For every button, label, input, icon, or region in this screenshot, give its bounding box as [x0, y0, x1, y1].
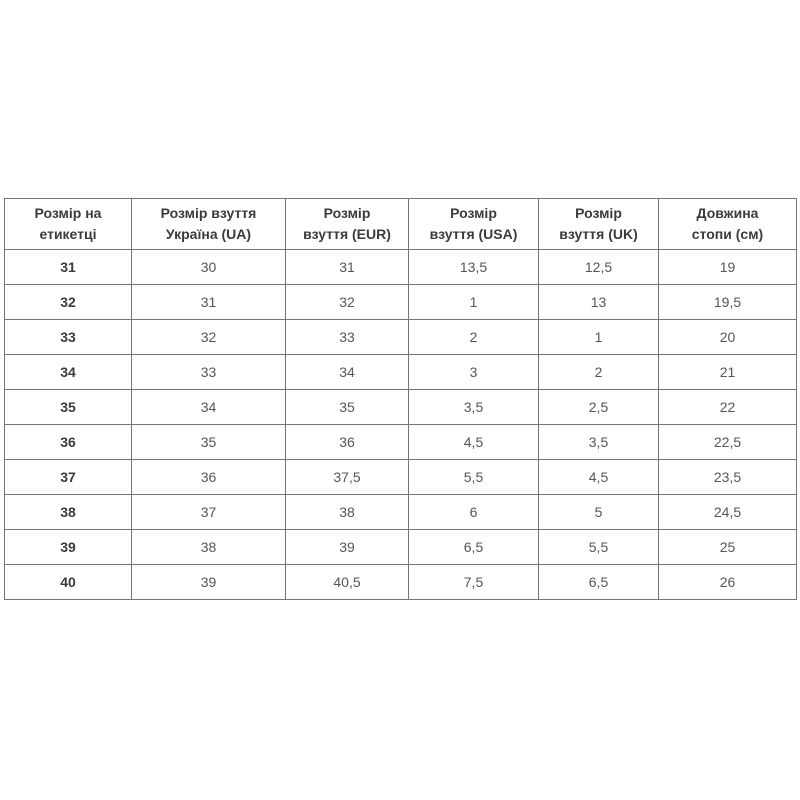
table-cell: 5,5	[539, 530, 659, 565]
table-row	[5, 285, 797, 320]
table-cell: 35	[5, 390, 132, 425]
table-cell: 12,5	[539, 250, 659, 285]
table-row	[5, 495, 797, 530]
table-cell: 32	[5, 285, 132, 320]
table-cell: 37	[132, 495, 286, 530]
table-cell: 39	[286, 530, 409, 565]
table-cell: 4,5	[539, 460, 659, 495]
table-cell: 22	[659, 390, 797, 425]
column-header-eur-size	[286, 199, 409, 250]
table-cell: 39	[132, 565, 286, 600]
table-cell: 19,5	[659, 285, 797, 320]
table-cell: 3,5	[409, 390, 539, 425]
table-cell: 30	[132, 250, 286, 285]
table-cell: 36	[5, 425, 132, 460]
table-cell: 2,5	[539, 390, 659, 425]
table-cell: 3	[409, 355, 539, 390]
table-cell: 33	[5, 320, 132, 355]
table-cell: 38	[5, 495, 132, 530]
header-line: етикетці	[39, 226, 97, 242]
table-cell: 32	[286, 285, 409, 320]
table-row	[5, 460, 797, 495]
column-header-usa-size	[409, 199, 539, 250]
table-cell: 31	[132, 285, 286, 320]
table-cell: 40,5	[286, 565, 409, 600]
table-cell: 1	[539, 320, 659, 355]
header-line: взуття (USA)	[429, 226, 518, 242]
table-row	[5, 250, 797, 285]
table-cell: 34	[132, 390, 286, 425]
header-line: Розмір	[575, 205, 622, 221]
header-line: взуття (UK)	[559, 226, 638, 242]
table-cell: 36	[132, 460, 286, 495]
table-cell: 26	[659, 565, 797, 600]
table-cell: 2	[539, 355, 659, 390]
table-cell: 7,5	[409, 565, 539, 600]
table-cell: 21	[659, 355, 797, 390]
header-line: стопи (см)	[691, 226, 764, 242]
header-line: взуття (EUR)	[303, 226, 391, 242]
table-cell: 13,5	[409, 250, 539, 285]
header-line: Розмір на	[34, 205, 102, 221]
column-header-uk-size	[539, 199, 659, 250]
table-row	[5, 320, 797, 355]
table-cell: 20	[659, 320, 797, 355]
column-header-foot-length	[659, 199, 797, 250]
table-cell: 1	[409, 285, 539, 320]
table-row	[5, 390, 797, 425]
table-cell: 34	[5, 355, 132, 390]
table-cell: 34	[286, 355, 409, 390]
table-cell: 33	[286, 320, 409, 355]
column-header-label-size	[5, 199, 132, 250]
header-line: Довжина	[696, 205, 759, 221]
table-cell: 22,5	[659, 425, 797, 460]
table-cell: 6	[409, 495, 539, 530]
header-line: Розмір	[323, 205, 371, 221]
table-row	[5, 425, 797, 460]
table-cell: 6,5	[409, 530, 539, 565]
table-cell: 37	[5, 460, 132, 495]
table-cell: 5	[539, 495, 659, 530]
header-line: Розмір взуття	[160, 205, 257, 221]
table-row	[5, 355, 797, 390]
table-cell: 3,5	[539, 425, 659, 460]
table-cell: 36	[286, 425, 409, 460]
table-cell: 25	[659, 530, 797, 565]
table-cell: 19	[659, 250, 797, 285]
table-cell: 32	[132, 320, 286, 355]
table-cell: 37,5	[286, 460, 409, 495]
table-row	[5, 530, 797, 565]
table-cell: 38	[286, 495, 409, 530]
table-cell: 35	[286, 390, 409, 425]
shoe-size-conversion-table	[4, 198, 797, 600]
table-cell: 39	[5, 530, 132, 565]
table-cell: 2	[409, 320, 539, 355]
table-cell: 24,5	[659, 495, 797, 530]
table-cell: 6,5	[539, 565, 659, 600]
header-line: Розмір	[450, 205, 497, 221]
table-cell: 35	[132, 425, 286, 460]
table-cell: 31	[286, 250, 409, 285]
table-cell: 38	[132, 530, 286, 565]
table-row	[5, 565, 797, 600]
column-header-ua-size	[132, 199, 286, 250]
table-cell: 13	[539, 285, 659, 320]
table-cell: 33	[132, 355, 286, 390]
table-cell: 40	[5, 565, 132, 600]
header-row	[5, 199, 797, 250]
table-cell: 4,5	[409, 425, 539, 460]
table-cell: 5,5	[409, 460, 539, 495]
table-cell: 23,5	[659, 460, 797, 495]
table-cell: 31	[5, 250, 132, 285]
header-line: Україна (UA)	[165, 226, 252, 242]
